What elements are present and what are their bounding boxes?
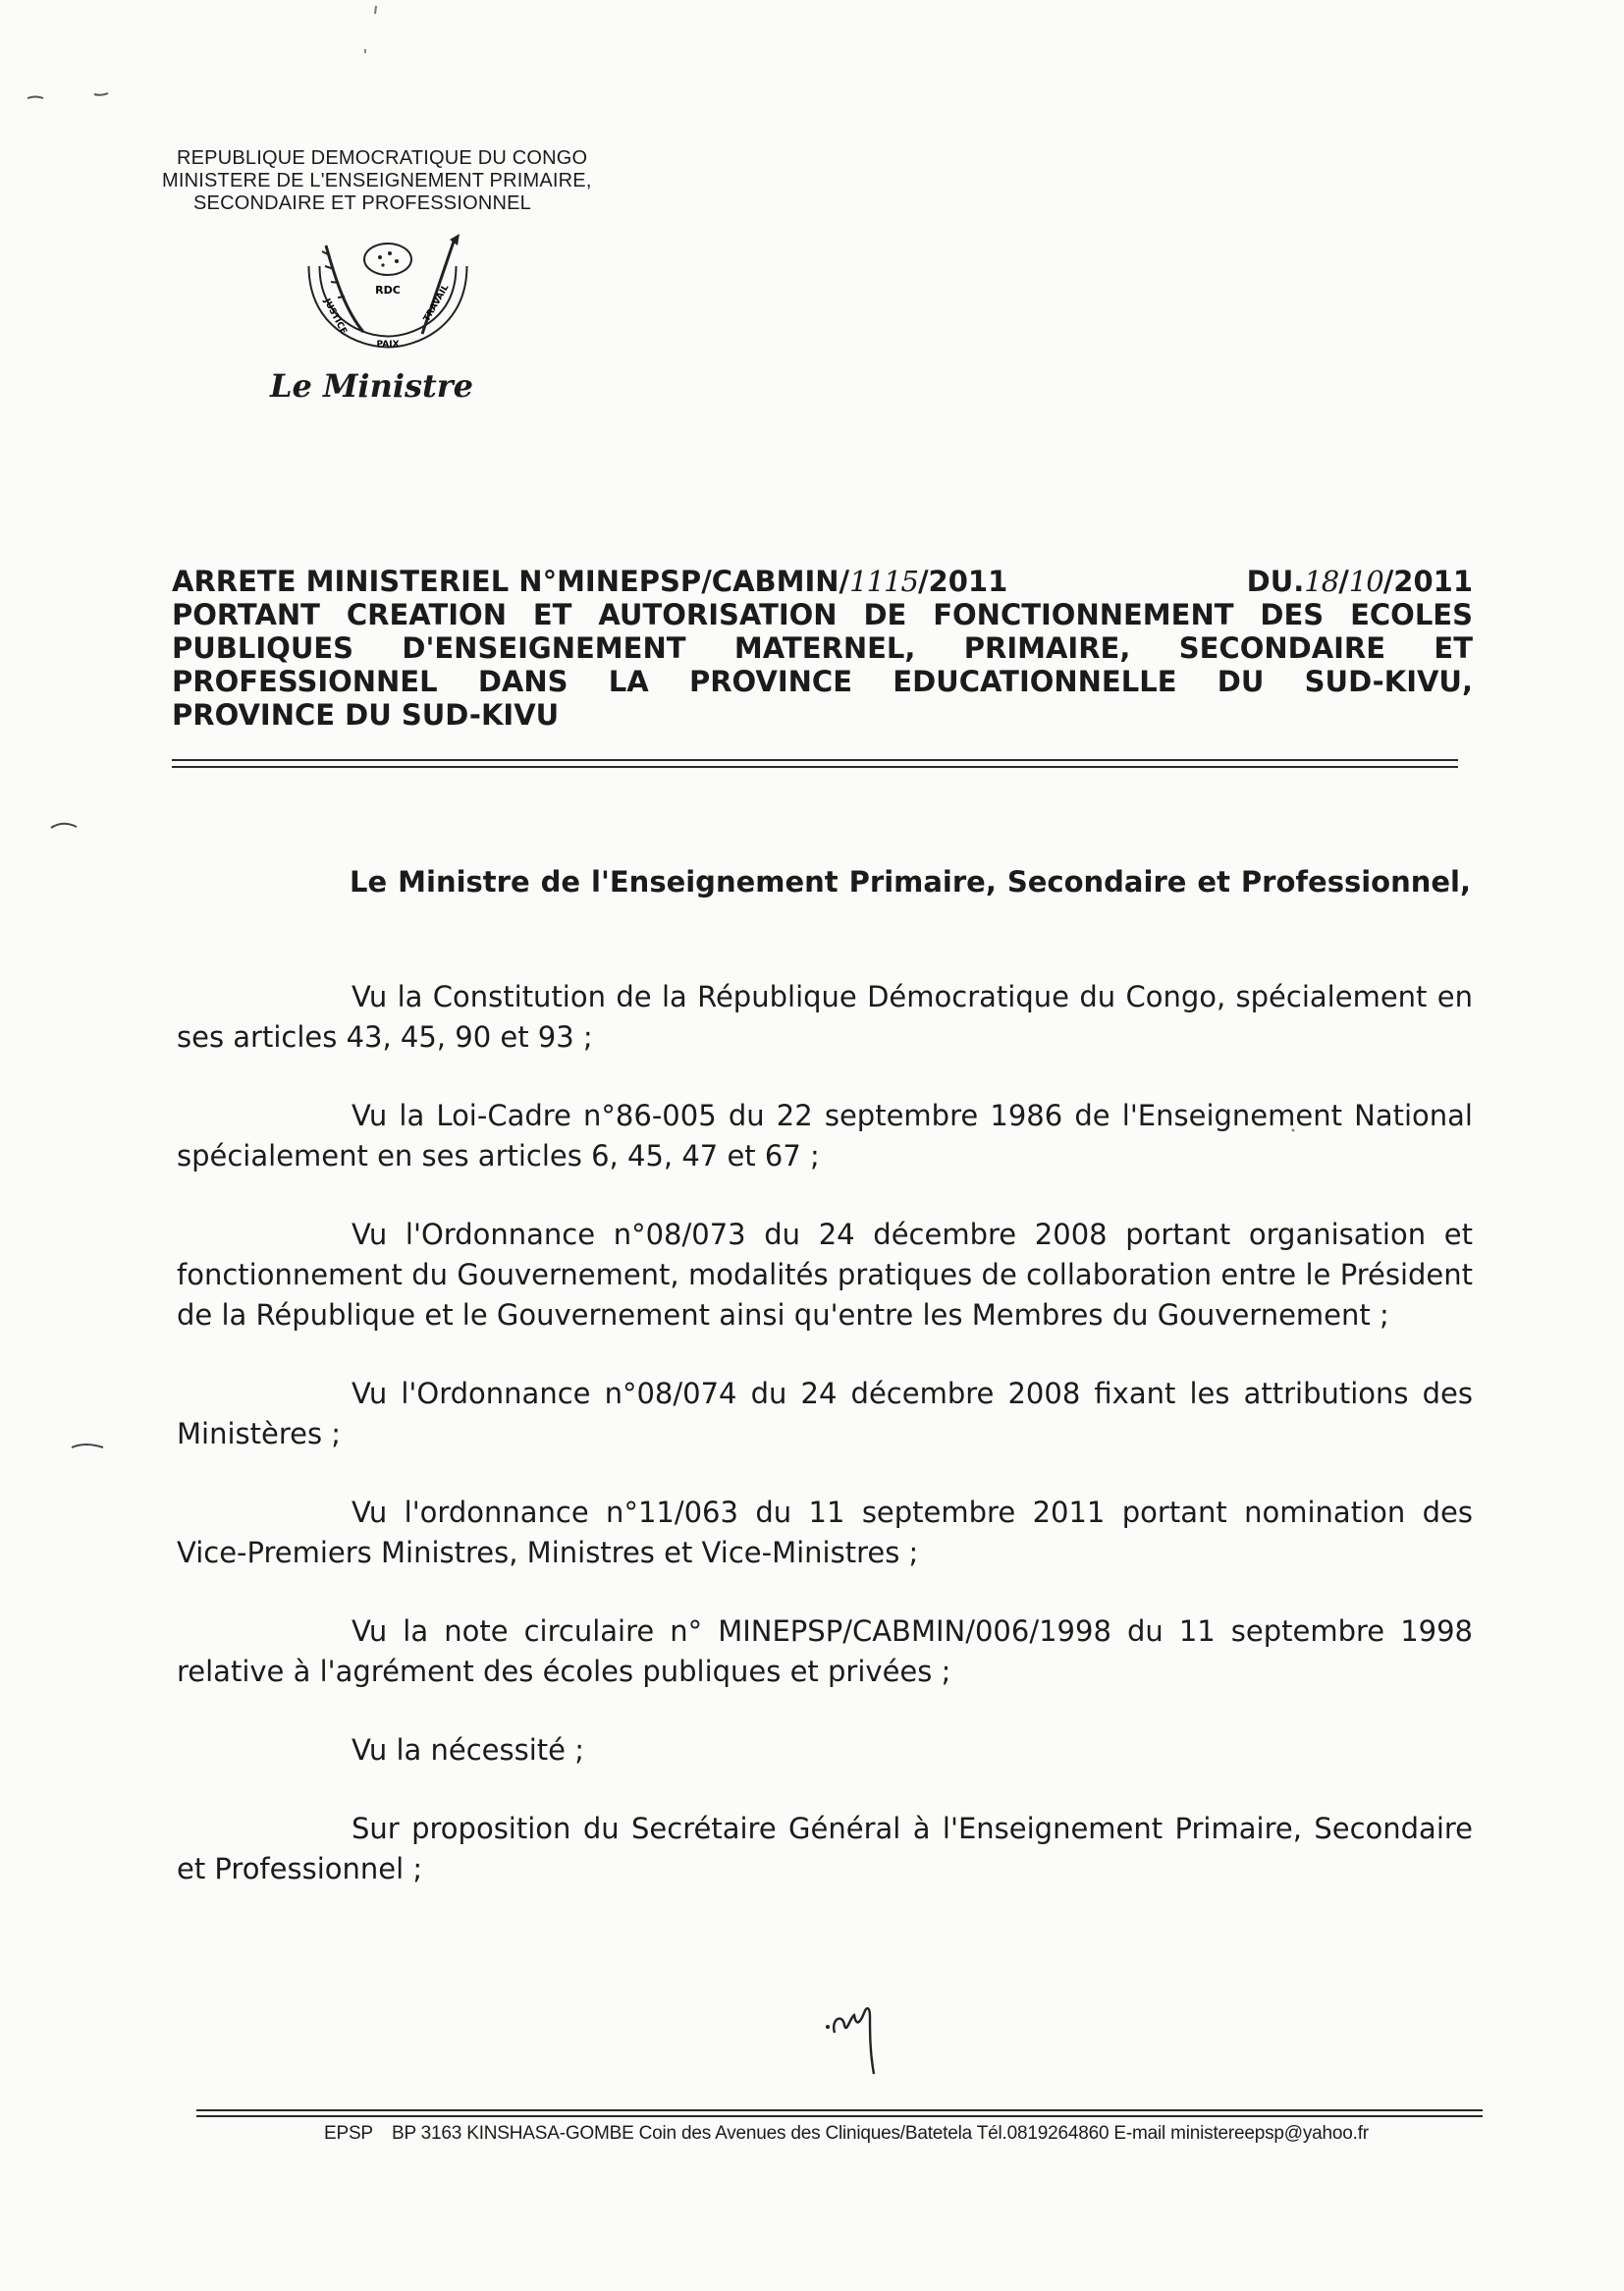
heading-rule	[172, 759, 1458, 761]
ministry-name-line1: MINISTERE DE L'ENSEIGNEMENT PRIMAIRE,	[162, 170, 592, 191]
country-name: REPUBLIQUE DEMOCRATIQUE DU CONGO	[177, 147, 588, 169]
handwritten-initials	[821, 1993, 890, 2082]
consideration-item: Vu l'Ordonnance n°08/074 du 24 décembre 2008 fixant les attributions des Ministères ;	[177, 1377, 1473, 1450]
consideration-item: Vu la Constitution de la République Démocratique du Congo, spécialement en ses articles 43, 45, 90 et 93 ;	[177, 980, 1473, 1054]
consideration-item: Vu l'Ordonnance n°08/073 du 24 décembre 2008 portant organisation et fonctionnement du Gouvernement, modalités pratiques de collaboration entre le Président de la République et le Gouvernement ainsi qu'entre les Membres du Gouvernement ;	[177, 1218, 1473, 1332]
footer-email: E-mail ministereepsp@yahoo.fr	[1113, 2123, 1369, 2144]
decree-title-line: PROVINCE DU SUD-KIVU	[172, 698, 560, 732]
decree-reference	[172, 565, 1473, 598]
emblem-motto-left: JUSTICE	[321, 297, 349, 337]
signatory-title: Le Ministre	[270, 367, 474, 405]
emblem-motto-right: TRAVAIL	[421, 283, 452, 324]
decree-title-line: PROFESSIONNEL DANS LA PROVINCE EDUCATIONNELLE DU SUD-KIVU,	[172, 665, 1473, 698]
consideration-item: Vu la nécessité ;	[352, 1733, 584, 1767]
decree-title-line: PORTANT CREATION ET AUTORISATION DE FONCTIONNEMENT DES ECOLES	[172, 598, 1473, 631]
decree-title-line: PUBLIQUES D'ENSEIGNEMENT MATERNEL, PRIMAIRE, SECONDAIRE ET	[172, 631, 1473, 665]
decree-heading	[172, 565, 1473, 732]
handwritten-number: 1115	[849, 565, 918, 598]
decree-date: DU.18/10/2011	[1246, 565, 1473, 598]
decree-ref-number: ARRETE MINISTERIEL N°MINEPSP/CABMIN/1115/2011	[172, 565, 1008, 598]
preamble-intro: Le Ministre de l'Enseignement Primaire, Secondaire et Professionnel,	[350, 865, 1471, 899]
preamble	[175, 860, 1471, 903]
consideration-item: Vu la Loi-Cadre n°86-005 du 22 septembre 1986 de l'Enseignement National spécialement en ses articles 6, 45, 47 et 67 ;	[177, 1099, 1473, 1173]
footer-contact	[324, 2123, 1404, 2145]
consideration-item: Sur proposition du Secrétaire Général à l'Enseignement Primaire, Secondaire et Professionnel ;	[177, 1812, 1473, 1885]
footer-org: EPSP	[324, 2123, 373, 2144]
consideration-item: Vu la note circulaire n° MINEPSP/CABMIN/006/1998 du 11 septembre 1998 relative à l'agrément des écoles publiques et privées ;	[177, 1614, 1473, 1688]
emblem-initials: RDC	[375, 284, 401, 297]
footer-rule	[196, 2109, 1483, 2111]
letterhead	[147, 147, 697, 215]
emblem-motto-bottom: PAIX	[376, 340, 400, 350]
consideration-item: Vu l'ordonnance n°11/063 du 11 septembre 2011 portant nomination des Vice-Premiers Ministres, Ministres et Vice-Ministres ;	[177, 1496, 1473, 1569]
ministry-name-line2: SECONDAIRE ET PROFESSIONNEL	[193, 192, 531, 214]
heading-rule	[172, 766, 1458, 768]
footer-address: BP 3163 KINSHASA-GOMBE Coin des Avenues des Cliniques/Batetela	[392, 2123, 973, 2144]
handwritten-day: 18	[1304, 565, 1339, 598]
coat-of-arms-emblem	[285, 232, 491, 359]
footer-rule	[196, 2115, 1483, 2117]
considerations-list	[177, 977, 1473, 1928]
footer-phone: Tél.0819264860	[976, 2123, 1110, 2144]
handwritten-month: 10	[1348, 565, 1383, 598]
